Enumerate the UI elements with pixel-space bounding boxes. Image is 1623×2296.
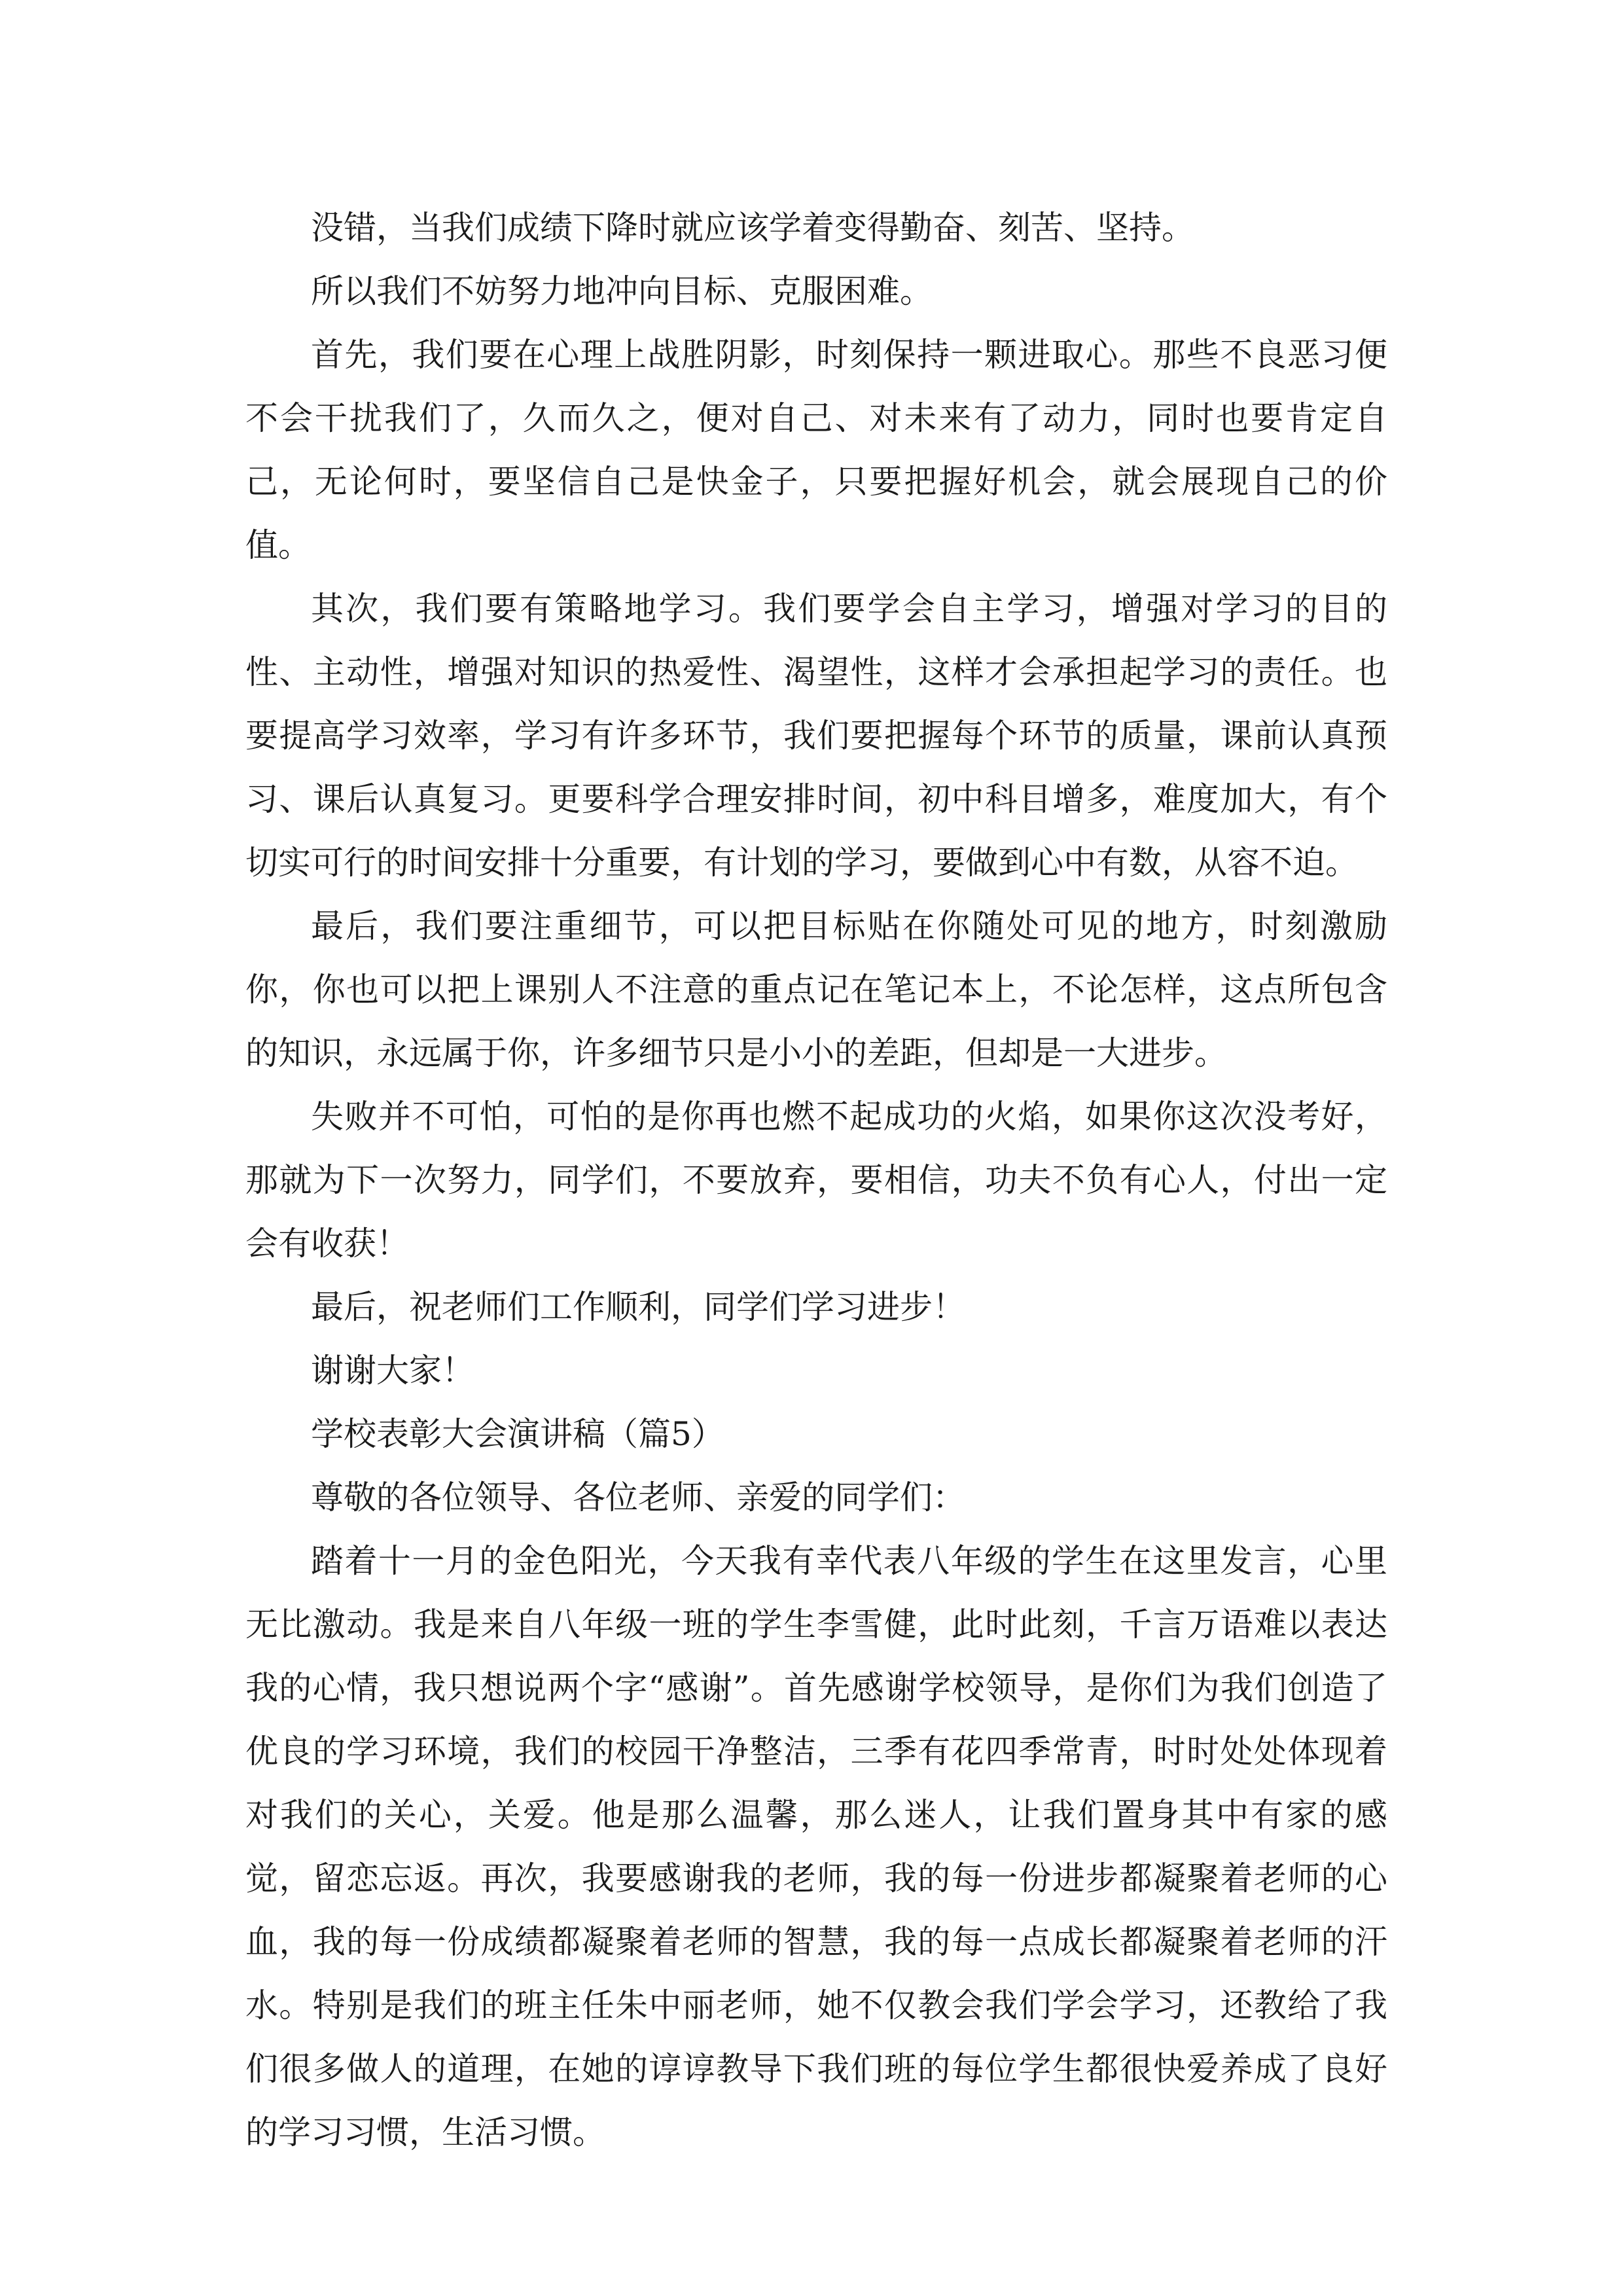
- paragraph: 失败并不可怕，可怕的是你再也燃不起成功的火焰，如果你这次没考好，那就为下一次努力，同学们，不要放弃，要相信，功夫不负有心人，付出一定会有收获！: [245, 1098, 1387, 1263]
- paragraph: 最后，我们要注重细节，可以把目标贴在你随处可见的地方，时刻激励你，你也可以把上课别人不注意的重点记在笔记本上，不论怎样，这点所包含的知识，永远属于你，许多细节只是小小的差距，但却是一大进步。: [245, 907, 1387, 1072]
- section-heading: 学校表彰大会演讲稿（篇5）: [311, 1415, 724, 1453]
- paragraph: 首先，我们要在心理上战胜阴影，时刻保持一颗进取心。那些不良恶习便不会干扰我们了，久而久之，便对自己、对未来有了动力，同时也要肯定自己，无论何时，要坚信自己是快金子，只要把握好机会，就会展现自己的价值。: [245, 336, 1387, 564]
- document-body: [245, 196, 1387, 2164]
- salutation: 尊敬的各位领导、各位老师、亲爱的同学们：: [311, 1479, 965, 1516]
- paragraph: 踏着十一月的金色阳光，今天我有幸代表八年级的学生在这里发言，心里无比激动。我是来自八年级一班的学生李雪健，此时此刻，千言万语难以表达我的心情，我只想说两个字“感谢”。首先感谢学校领导，是你们为我们创造了优良的学习环境，我们的校园干净整洁，三季有花四季常青，时时处处体现着对我们的关心，关爱。他是那么温馨，那么迷人，让我们置身其中有家的感觉，留恋忘返。再次，我要感谢我的老师，我的每一份进步都凝聚着老师的心血，我的每一份成绩都凝聚着老师的智慧，我的每一点成长都凝聚着老师的汗水。特别是我们的班主任朱中丽老师，她不仅教会我们学会学习，还教给了我们很多做人的道理，在她的谆谆教导下我们班的每位学生都很快爱养成了良好的学习习惯，生活习惯。: [245, 1542, 1387, 2151]
- paragraph: 所以我们不妨努力地冲向目标、克服困难。: [311, 272, 933, 310]
- paragraph: 谢谢大家！: [311, 1352, 474, 1390]
- paragraph: 最后，祝老师们工作顺利，同学们学习进步！: [311, 1288, 965, 1326]
- paragraph: 没错，当我们成绩下降时就应该学着变得勤奋、刻苦、坚持。: [311, 209, 1194, 247]
- paragraph: 其次，我们要有策略地学习。我们要学会自主学习，增强对学习的目的性、主动性，增强对知识的热爱性、渴望性，这样才会承担起学习的责任。也要提高学习效率，学习有许多环节，我们要把握每个环节的质量，课前认真预习、课后认真复习。更要科学合理安排时间，初中科目增多，难度加大，有个切实可行的时间安排十分重要，有计划的学习，要做到心中有数，从容不迫。: [245, 590, 1387, 882]
